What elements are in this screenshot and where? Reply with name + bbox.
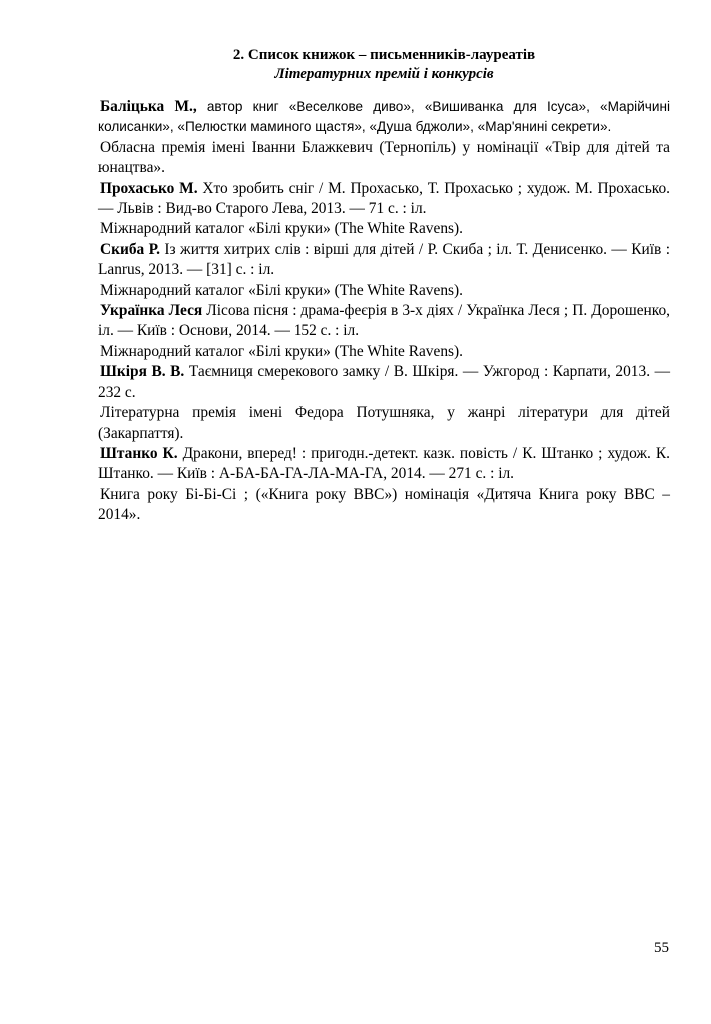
entry-text: Лісова пісня : драма-феєрія в 3-х діях / Українка Леся ; П. Дорошенко, іл. — Київ : Основи, 2014. — 152 с. : іл. — [98, 302, 671, 340]
book-list — [98, 97, 670, 526]
entry-text: Із життя хитрих слів : вірші для дітей / Р. Скиба ; іл. Т. Денисенко. — Київ : Lanrus, 2013. — [31] с. : іл. — [98, 240, 670, 279]
entry-description — [98, 240, 670, 281]
entry-award: Міжнародний каталог «Білі круки» (The White Ravens). — [100, 281, 463, 299]
page-number: 55 — [654, 940, 669, 956]
entry-award: Обласна премія імені Іванни Блажкевич (Тернопіль) у номінації «Твір для дітей та юнацтва». — [98, 138, 670, 177]
entry-author: Українка Леся — [100, 302, 203, 320]
entry-award: Книга року Бі-Бі-Сі ; («Книга року BBC») номінація «Дитяча Книга року BBC – 2014». — [98, 485, 670, 524]
entry-text: автор книг «Веселкове диво», «Вишиванка для Ісуса», «Марійчині колисанки», «Пелюстки маминого щастя», «Душа бджоли», «Мар'янині секрети». — [98, 99, 670, 135]
entry-description — [98, 444, 670, 485]
heading-line-2: Літературних премій і конкурсів — [274, 66, 494, 82]
entry-author: Штанко К. — [100, 444, 178, 462]
entry-description — [98, 362, 670, 403]
entry-text: Таємниця смерекового замку / В. Шкіря. — Ужгород : Карпати, 2013. — 232 с. — [98, 363, 670, 401]
entry-text: Дракони, вперед! : пригодн.-детект. казк. повість / К. Штанко ; худож. К. Штанко. — Київ : А-БА-БА-ГА-ЛА-МА-ГА, 2014. — 271 с. : іл. — [98, 444, 670, 483]
entry-author: Скиба Р. — [100, 240, 160, 258]
entry-author: Шкіря В. В. — [100, 363, 185, 381]
entry-description — [98, 97, 670, 138]
entry-award: Міжнародний каталог «Білі круки» (The White Ravens). — [100, 342, 463, 360]
entry-text: Хто зробить сніг / М. Прохасько, Т. Прохасько ; худож. М. Прохасько. — Львів : Вид-во Старого Лева, 2013. — 71 с. : іл. — [98, 179, 670, 218]
heading-line-1: 2. Список книжок – письменників-лауреатів — [232, 47, 536, 63]
entry-author: Прохасько М. — [100, 179, 198, 197]
section-heading — [98, 46, 670, 84]
entry-award: Міжнародний каталог «Білі круки» (The White Ravens). — [100, 220, 463, 238]
entry-award: Літературна премія імені Федора Потушняка, у жанрі літератури для дітей (Закарпаття). — [98, 404, 670, 442]
entry-description — [98, 301, 670, 342]
entry-description — [98, 179, 670, 220]
entry-author: Баліцька М., — [100, 98, 197, 115]
